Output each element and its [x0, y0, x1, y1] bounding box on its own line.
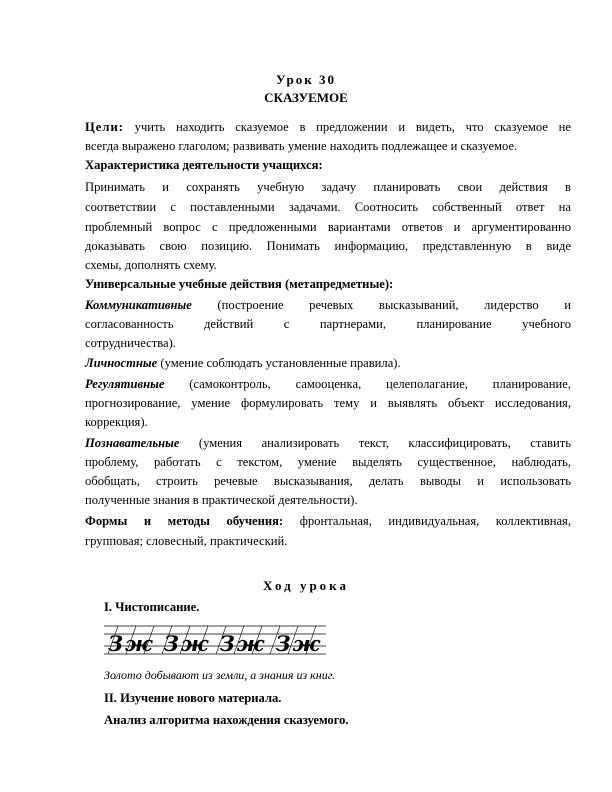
- course-heading: Ход урока: [263, 578, 349, 593]
- regulatory-label: Регулятивные: [85, 377, 165, 391]
- activity-line: Принимать и сохранять учебную задачу планировать свои действия в: [85, 180, 571, 194]
- cognitive-line-1: [85, 434, 571, 454]
- cognitive-line-2: проблему, работать с текстом, умение выделять существенное, наблюдать,: [85, 455, 571, 469]
- goals-text-1: учить находить сказуемое в предложении и видеть, что сказуемое не: [123, 120, 571, 134]
- activity-heading: Характеристика деятельности учащихся:: [85, 158, 323, 172]
- forms-label: Формы и методы обучения:: [85, 514, 284, 528]
- lesson-number: Урок 30: [276, 72, 336, 87]
- cognitive-text-1: (умения анализировать текст, классифицировать, ставить: [179, 436, 571, 450]
- regulatory-line-2: прогнозирование, умение формулировать тему и выявлять объект исследования,: [85, 396, 571, 410]
- goals-line-1: [85, 118, 571, 138]
- cognitive-line-4: полученные знания в практической деятельности).: [85, 493, 358, 507]
- communicative-label: Коммуникативные: [85, 298, 192, 312]
- goals-label: Цели:: [85, 120, 124, 134]
- goals-line-2: всегда выражено глаголом; развивать умение находить подлежащее и сказуемое.: [85, 139, 518, 153]
- cognitive-line-3: обобщать, строить речевые высказывания, делать выводы и использовать: [85, 474, 571, 488]
- section-penmanship: I. Чистописание.: [104, 600, 200, 614]
- section-new-material: II. Изучение нового материала.: [104, 691, 282, 705]
- personal-label: Личностные: [85, 356, 158, 370]
- cognitive-label: Познавательные: [85, 436, 180, 450]
- activity-line: доказывать свою позицию. Понимать информацию, представленную в виде: [85, 239, 571, 253]
- communicative-line-3: сотрудничества).: [85, 336, 176, 350]
- calligraphy-lines: [104, 620, 326, 664]
- proverb: Золото добывают из земли, а знания из книг.: [104, 668, 336, 682]
- uud-heading: Универсальные учебные действия (метапредметные):: [85, 277, 394, 291]
- personal-text: (умение соблюдать установленные правила).: [157, 356, 401, 370]
- lesson-topic: СКАЗУЕМОЕ: [264, 90, 348, 105]
- communicative-line-1: [85, 296, 571, 316]
- communicative-text-1: (построение речевых высказываний, лидерство и: [191, 298, 571, 312]
- section-algorithm: Анализ алгоритма нахождения сказуемого.: [104, 713, 349, 727]
- personal-line: [85, 354, 571, 374]
- activity-line: проблемный вопрос с предложенными вариантами ответов и аргументированно: [85, 220, 571, 234]
- calligraphy-sample: Зж Зж Зж Зж: [107, 631, 323, 656]
- activity-line: схемы, дополнять схему.: [85, 258, 217, 272]
- communicative-line-2: согласованность действий с партнерами, планирование учебного: [85, 317, 571, 331]
- forms-line-1: [85, 512, 571, 532]
- regulatory-line-3: коррекция).: [85, 415, 148, 429]
- regulatory-text-1: (самоконтроль, самооценка, целеполагание, планирование,: [164, 377, 571, 391]
- activity-line: соответствии с поставленными задачами. Соотносить собственный ответ на: [85, 200, 571, 214]
- forms-line-2: групповая; словесный, практический.: [85, 534, 288, 548]
- regulatory-line-1: [85, 375, 571, 395]
- forms-text-1: фронтальная, индивидуальная, коллективная,: [283, 514, 571, 528]
